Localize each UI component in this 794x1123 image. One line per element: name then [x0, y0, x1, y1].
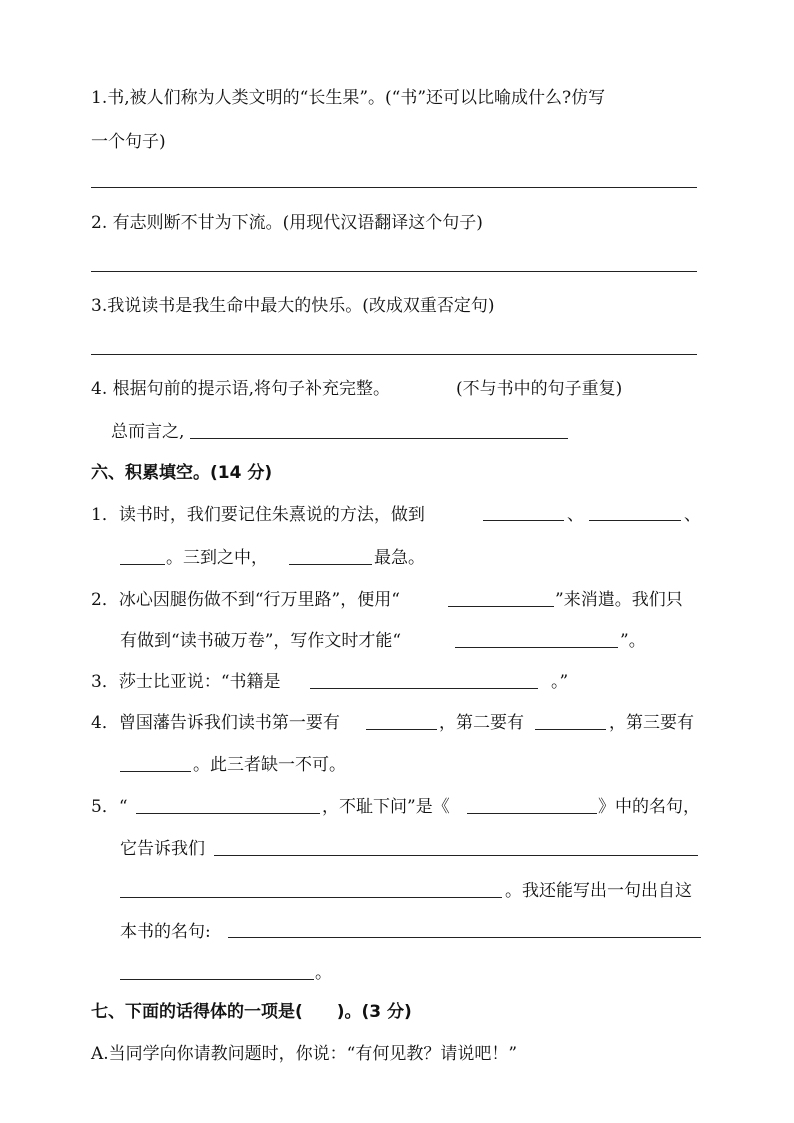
item-5-text-7: 。: [315, 963, 332, 983]
blank-2-2[interactable]: [455, 647, 618, 648]
item-5-text: 5．“: [91, 797, 128, 817]
blank-5-5[interactable]: [228, 937, 701, 938]
blank-5-4[interactable]: [120, 897, 502, 898]
item-4-text-3: ，第三要有: [609, 713, 694, 733]
answer-line-2[interactable]: [91, 271, 697, 272]
item-1-sep-2: 、: [684, 505, 701, 525]
section-7-title: 七、下面的话得体的一项是( )。(3 分): [91, 1002, 412, 1022]
section-6-title: 六、积累填空。(14 分): [91, 463, 273, 483]
item-3-text-2: 。”: [551, 672, 569, 692]
blank-5-6[interactable]: [120, 979, 314, 980]
item-5-text-6: 本书的名句:: [120, 922, 211, 942]
blank-4-1[interactable]: [366, 729, 437, 730]
item-3-text: 3．莎士比亚说：“书籍是: [91, 672, 281, 692]
question-1-line-2: 一个句子): [91, 132, 166, 152]
item-4-text: 4．曾国藩告诉我们读书第一要有: [91, 713, 340, 733]
question-4: 4. 根据句前的提示语,将句子补充完整。: [91, 379, 391, 399]
item-2-text-4: ”。: [620, 631, 646, 651]
item-5-text-3: 》中的名句，: [598, 797, 700, 817]
item-4-text-4: 。此三者缺一不可。: [193, 755, 346, 775]
item-1-text: 1．读书时，我们要记住朱熹说的方法，做到: [91, 505, 425, 525]
blank-5-1[interactable]: [136, 813, 320, 814]
blank-5-2[interactable]: [467, 813, 597, 814]
item-2-text-3: 有做到“读书破万卷”，写作文时才能“: [120, 631, 402, 651]
option-a: A.当同学向你请教问题时，你说：“有何见教？请说吧！”: [91, 1044, 518, 1064]
item-5-text-4: 它告诉我们: [120, 839, 205, 859]
blank-4-2[interactable]: [535, 729, 606, 730]
blank-5-3[interactable]: [214, 855, 698, 856]
item-1-text-3: 最急。: [374, 548, 425, 568]
item-2-text-2: ”来消遣。我们只: [555, 590, 683, 610]
question-4-note: (不与书中的句子重复): [456, 379, 623, 399]
question-3: 3.我说读书是我生命中最大的快乐。(改成双重否定句): [91, 296, 495, 316]
blank-2-1[interactable]: [448, 606, 554, 607]
question-1-line-1: 1.书,被人们称为人类文明的“长生果”。(“书”还可以比喻成什么?仿写: [91, 88, 606, 108]
question-2: 2. 有志则断不甘为下流。(用现代汉语翻译这个句子): [91, 213, 483, 233]
blank-1-3[interactable]: [120, 564, 165, 565]
answer-line-4[interactable]: [190, 438, 568, 439]
blank-1-1[interactable]: [483, 520, 564, 521]
blank-3-1[interactable]: [310, 688, 538, 689]
question-4-prompt: 总而言之,: [111, 422, 185, 442]
answer-line-3[interactable]: [91, 354, 697, 355]
item-2-text: 2．冰心因腿伤做不到“行万里路”，便用“: [91, 590, 400, 610]
blank-4-3[interactable]: [120, 771, 191, 772]
blank-1-4[interactable]: [289, 564, 372, 565]
item-5-text-2: ，不耻下问”是《: [322, 797, 450, 817]
item-1-text-2: 。三到之中，: [166, 548, 268, 568]
item-4-text-2: ，第二要有: [439, 713, 524, 733]
blank-1-2[interactable]: [589, 520, 681, 521]
item-5-text-5: 。我还能写出一句出自这: [505, 881, 692, 901]
answer-line-1[interactable]: [91, 187, 697, 188]
item-1-sep-1: 、: [567, 505, 584, 525]
